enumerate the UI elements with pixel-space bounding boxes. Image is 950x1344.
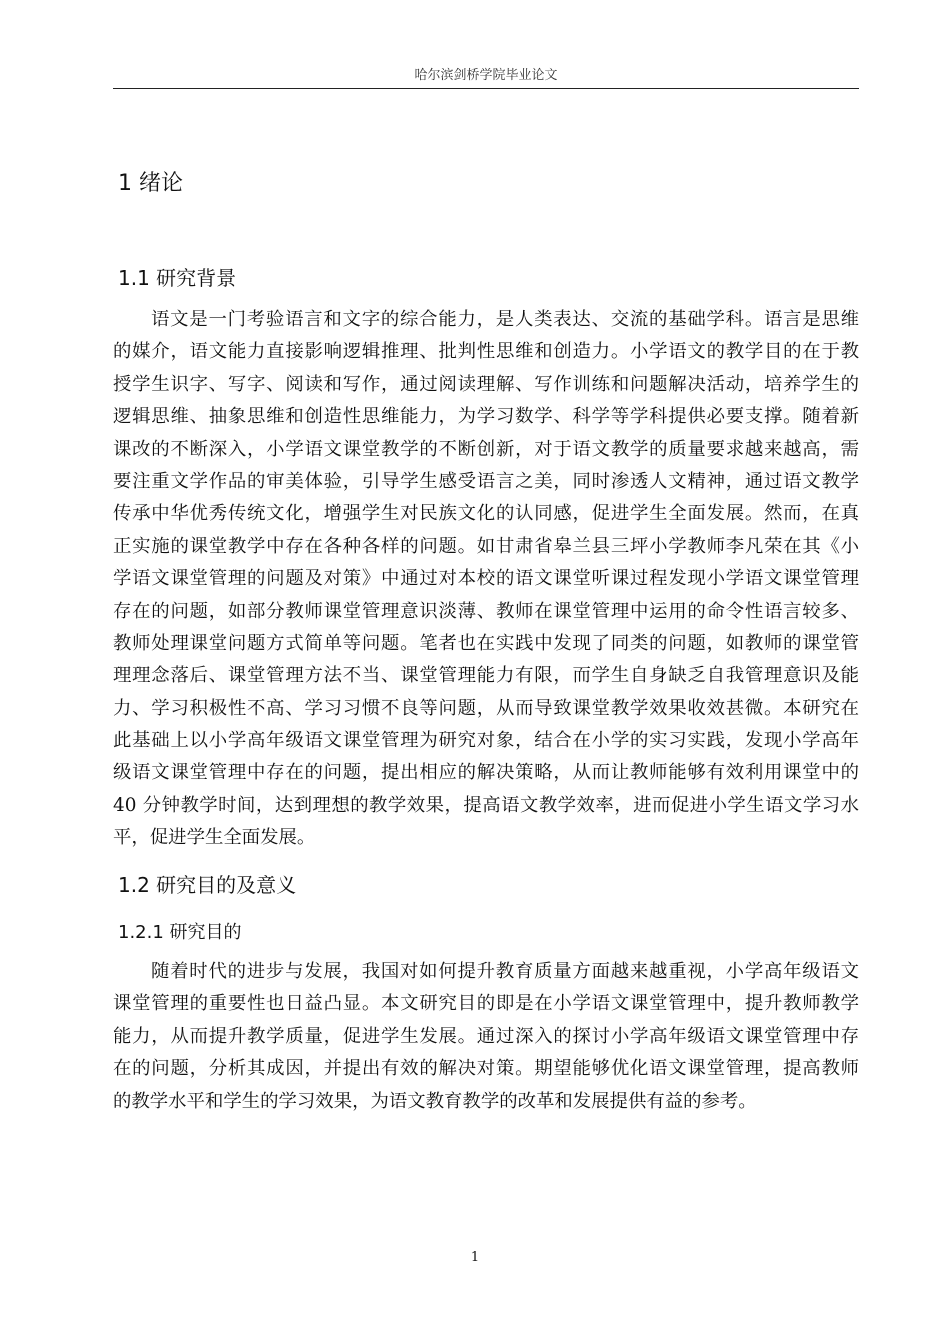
text-line: 理理念落后、课堂管理方法不当、课堂管理能力有限，而学生自身缺乏自我管理意识及能 [113,665,859,687]
text-line: 随着时代的进步与发展，我国对如何提升教育质量方面越来越重视，小学高年级语文 [151,961,859,982]
text-line: 力、学习积极性不高、学习习惯不良等问题，从而导致课堂教学效果收效甚微。本研究在 [113,697,859,719]
page-number: 1 [470,1250,480,1265]
subsection-heading-purpose: 1.2.1 研究目的 [118,922,242,943]
text-line: 逻辑思维、抽象思维和创造性思维能力，为学习数学、科学等学科提供必要支撑。随着新 [113,406,859,428]
text-line: 正实施的课堂教学中存在各种各样的问题。如甘肃省皋兰县三坪小学教师李凡荣在其《小 [113,535,859,557]
section-heading-purpose-significance: 1.2 研究目的及意义 [118,873,297,897]
text-line: 语文是一门考验语言和文字的综合能力，是人类表达、交流的基础学科。语言是思维 [151,309,859,330]
text-line: 的媒介，语文能力直接影响逻辑推理、批判性思维和创造力。小学语文的教学目的在于教 [113,341,859,363]
paragraph-purpose [113,956,859,1118]
text-line: 能力，从而提升教学质量，促进学生发展。通过深入的探讨小学高年级语文课堂管理中存 [113,1025,859,1047]
text-line: 要注重文学作品的审美体验，引导学生感受语言之美，同时渗透人文精神，通过语文教学 [113,470,859,492]
running-header: 哈尔滨剑桥学院毕业论文 [414,68,558,83]
text-line: 学语文课堂管理的问题及对策》中通过对本校的语文课堂听课过程发现小学语文课堂管理 [113,568,859,590]
text-line: 的教学水平和学生的学习效果，为语文教育教学的改革和发展提供有益的参考。 [113,1090,757,1112]
text-line: 教师处理课堂问题方式简单等问题。笔者也在实践中发现了同类的问题，如教师的课堂管 [113,632,859,654]
text-line: 在的问题，分析其成因，并提出有效的解决对策。期望能够优化语文课堂管理，提高教师 [113,1058,859,1080]
section-heading-background: 1.1 研究背景 [118,266,237,290]
text-line: 课堂管理的重要性也日益凸显。本文研究目的即是在小学语文课堂管理中，提升教师教学 [113,993,859,1015]
paragraph-background [113,304,859,855]
chapter-heading: 1 绪论 [118,171,183,196]
text-line: 此基础上以小学高年级语文课堂管理为研究对象，结合在小学的实习实践，发现小学高年 [113,730,859,752]
header-divider [113,88,859,89]
text-line: 级语文课堂管理中存在的问题，提出相应的解决策略，从而让教师能够有效利用课堂中的 [113,762,859,784]
text-line: 平，促进学生全面发展。 [113,827,316,849]
text-line: 存在的问题，如部分教师课堂管理意识淡薄、教师在课堂管理中运用的命令性语言较多、 [113,600,859,622]
text-line: 40 分钟教学时间，达到理想的教学效果，提高语文教学效率，进而促进小学生语文学习水 [113,794,859,816]
text-line: 课改的不断深入，小学语文课堂教学的不断创新，对于语文教学的质量要求越来越高，需 [113,438,859,460]
text-line: 传承中华优秀传统文化，增强学生对民族文化的认同感，促进学生全面发展。然而，在真 [113,503,859,525]
text-line: 授学生识字、写字、阅读和写作，通过阅读理解、写作训练和问题解决活动，培养学生的 [113,373,859,395]
